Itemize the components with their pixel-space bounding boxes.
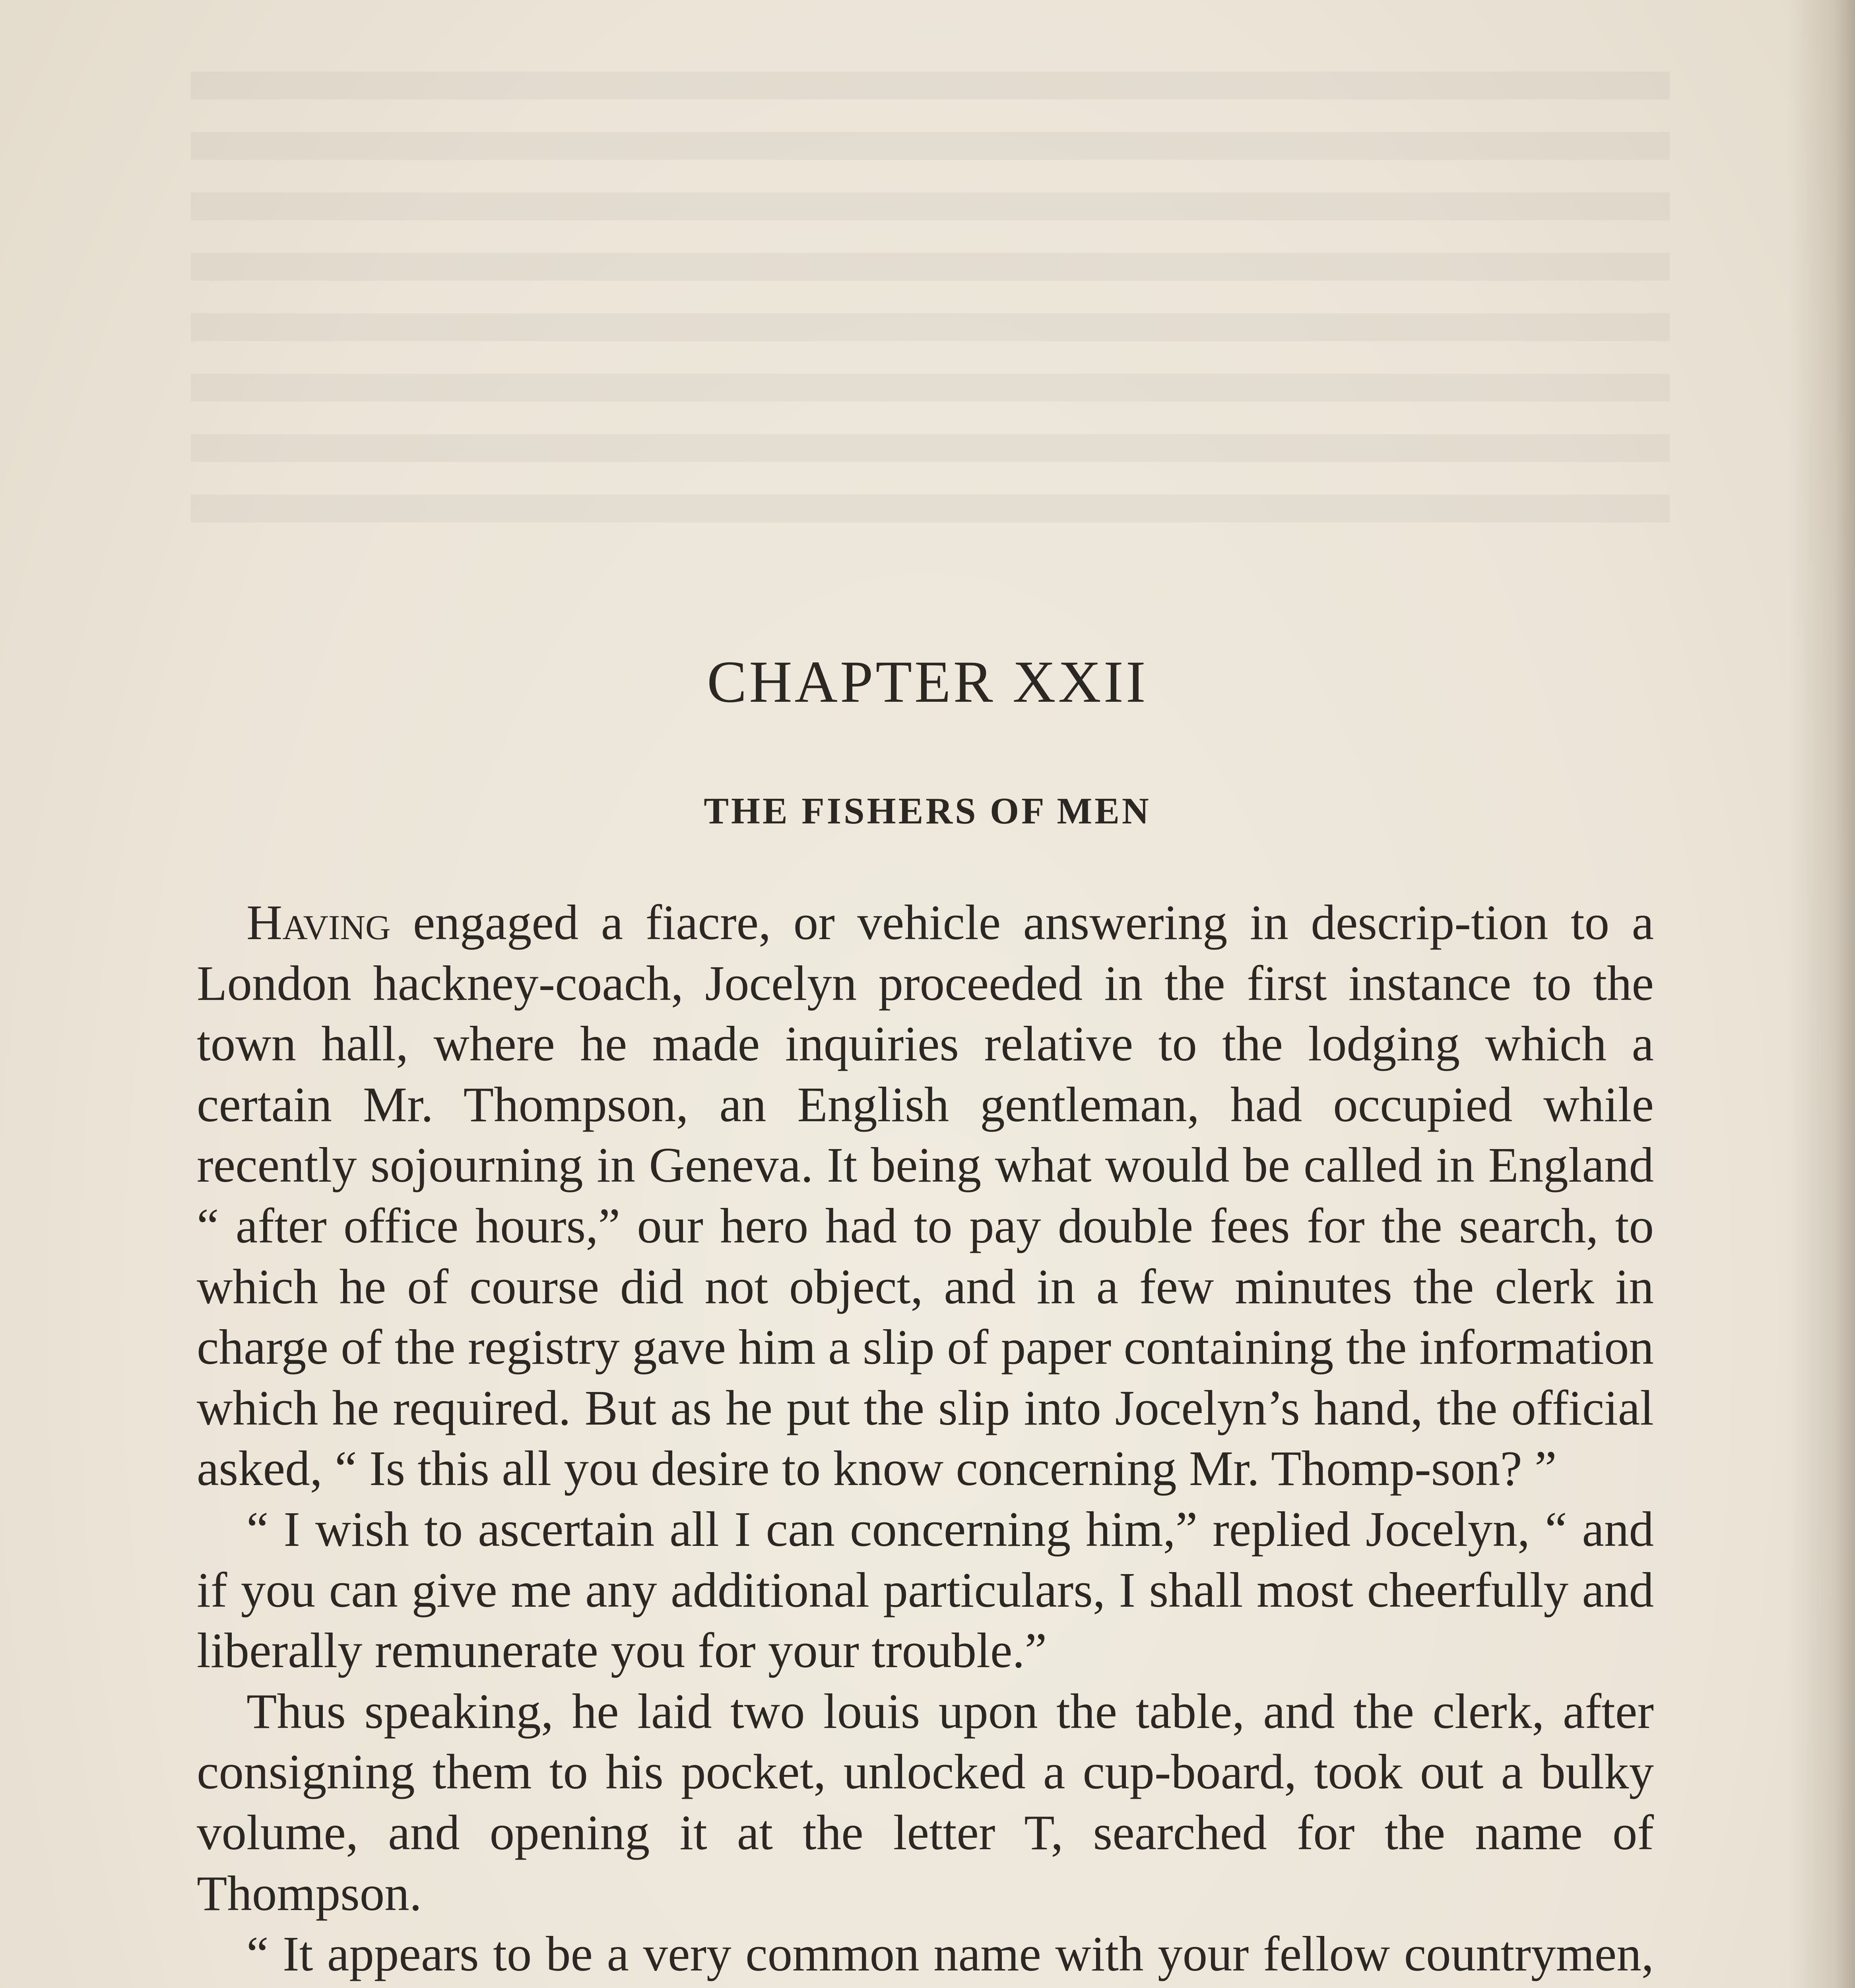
show-through-text	[191, 72, 1670, 549]
chapter-title: CHAPTER XXII	[707, 649, 1148, 715]
paragraph-2: “ I wish to ascertain all I can concerning him,” replied Jocelyn, “ and if you can give me any additional particulars, I shall most cheerfully and liberally remunerate you for your trouble.”	[197, 1502, 1654, 1679]
paragraph-1-text: engaged a fiacre, or vehicle answering in descrip-tion to a London hackney-coach, Jocelyn proceeded in the first instance to the town hall, where he made inquiries relative to the lodging which a certain Mr. Thompson, an English gentleman, had occupied while recently sojourning in Geneva. It being what would be called in England “ after office hours,” our hero had to pay double fees for the search, to which he of course did not object, and in a few minutes the clerk in charge of the registry gave him a slip of paper containing the information which he required. But as he put the slip into Jocelyn’s hand, the official asked, “ Is this all you desire to know concerning Mr. Thomp-son? ”	[197, 895, 1654, 1497]
chapter-subtitle: THE FISHERS OF MEN	[704, 790, 1151, 832]
paragraph-3: Thus speaking, he laid two louis upon the table, and the clerk, after consigning them to his pocket, unlocked a cup-board, took out a bulky volume, and opening it at the letter T, searched for the name of Thompson.	[197, 1684, 1654, 1921]
binding-gutter-shadow	[1787, 0, 1855, 1988]
chapter-body	[197, 893, 1654, 1988]
drop-lead-word: Having	[246, 895, 391, 950]
paragraph-4: “ It appears to be a very common name with your fellow countrymen,	[246, 1927, 1654, 1982]
paragraph-1	[197, 893, 1654, 1499]
